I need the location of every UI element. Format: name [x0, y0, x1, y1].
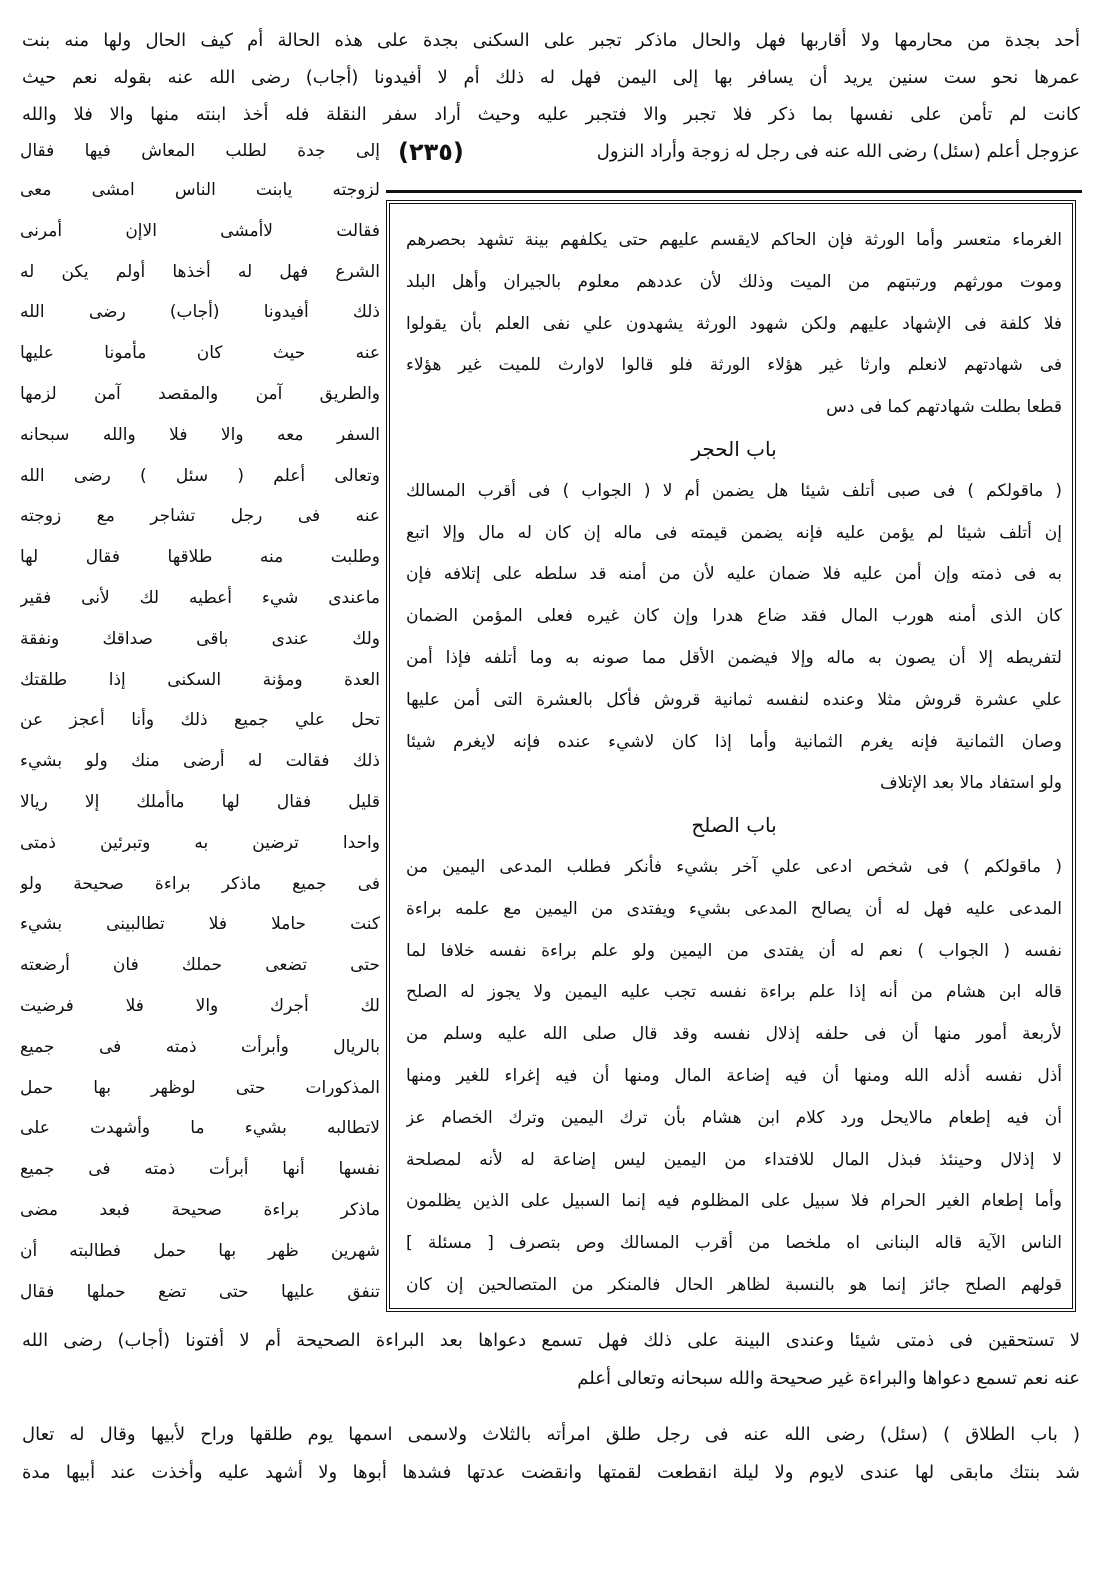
text-line: ذلك أفيدونا (أجاب) رضى الله [20, 302, 380, 323]
question-line: عزوجل أعلم (سئل) رضى الله عنه فى رجل له زوجة وأراد النزول [596, 141, 1080, 162]
commentary-line: أن فيه إطعام مالايحل ورد كلام ابن هشام بأن ترك اليمين وترك الخصام عز [406, 1107, 1062, 1128]
commentary-line: لأربعة أمور منها أن فى حلفه إذلال نفسه وقد قال صلى الله عليه وسلم من [406, 1024, 1062, 1045]
text-line: السفر معه والا فلا والله سبحانه [20, 424, 380, 445]
text-line: ماعندى شيء أعطيه لك لأنى فقير [20, 587, 380, 608]
bottom-text-block [22, 1322, 1080, 1492]
commentary-line: ( ماقولكم ) فى شخص ادعى علي آخر بشيء فأنكر فطلب المدعى اليمين من [406, 856, 1062, 877]
text-line: فى جميع ماذكر براءة صحيحة ولو [20, 873, 380, 894]
commentary-line: الغرماء متعسر وأما الورثة فإن الحاكم لايقسم عليهم حتى يكلفهم بينة تشهد بحصرهم [406, 230, 1062, 250]
text-line: عنه نعم تسمع دعواها والبراءة غير صحيحة والله سبحانه وتعالى أعلم [577, 1368, 1080, 1389]
text-line: تنفق عليها حتى تضع حملها فقال [20, 1281, 380, 1302]
commentary-line: لا إذلال وحينئذ فبذل المال للافتداء من اليمين ليس إضاعة له لأنه لمصلحة [406, 1149, 1062, 1170]
commentary-line: قطعا بطلت شهادتهم كما فى دس [826, 397, 1062, 418]
commentary-line: أذل نفسه أذله الله ومنها أن فيه إضاعة المال ومنها أن فيه إغراء للغير ومنها [406, 1065, 1062, 1086]
left-text-column [20, 133, 380, 1312]
commentary-line: كان الذى أمنه هورب المال فقد ضاع هدرا وإن كان غيره فعلى المؤمن الضمان [406, 606, 1062, 627]
text-line: عمرها نحو ست سنين يريد أن يسافر بها إلى اليمن فهل له ذلك أم لا أفيدونا (أجاب) رضى الله عنه بقوله نعم حيث [22, 67, 1080, 88]
text-line: المذكورات حتى لوظهر بها حمل [20, 1077, 380, 1098]
text-line: نفسها أنها أبرأت ذمته فى جميع [20, 1159, 380, 1180]
commentary-line: المدعى عليه فهل له أن يصالح المدعى بشيء ويفتدى من اليمين مع علمه براءة [406, 898, 1062, 919]
text-line: لك أجرك والا فلا فرضيت [20, 995, 380, 1016]
commentary-line: إن أتلف شيئا لم يؤمن عليه فإنه يضمن قيمته فى ماله إن كان له مال وإلا اتبع [406, 522, 1062, 543]
commentary-line: لتفريطه إلا أن يصون به ماله وإلا فيضمن الأقل مما صونه به وما أتلفه فإذا أمن [406, 647, 1062, 668]
text-line: ماذكر براءة صحيحة فبعد مضى [20, 1199, 380, 1220]
text-line: حتى تضعى حملك فان أرضعته [20, 955, 380, 976]
question-number: (٢٣٥) [398, 137, 464, 166]
commentary-line: فلا كلفة فى الإشهاد عليهم ولكن شهود الورثة يشهدون علي نفى العلم بأن يقولوا [406, 313, 1062, 334]
commentary-line: وموت مورثهم ورتبتهم من الميت وذلك لأن عددهم معلوم بالجيران وأهل البلد [406, 271, 1062, 292]
commentary-lines [406, 220, 1062, 1307]
commentary-line: قولهم الصلح جائز إنما هو بالنسبة لظاهر الحال فالمنكر من المتصالحين إن كان [406, 1274, 1062, 1295]
text-line: إلى جدة لطلب المعاش فيها فقال [20, 141, 380, 161]
top-text-block [22, 22, 1080, 133]
text-line: ولك عندى باقى صداقك ونفقة [20, 628, 380, 649]
commentary-line: نفسه ( الجواب ) نعم له أن يفتدى من اليمين ولو علم براءة نفسه خلافا لما [406, 940, 1062, 961]
margin-commentary-box [386, 200, 1076, 1312]
text-line: كنت حاملا فلا تطالبينى بشيء [20, 914, 380, 935]
text-line: لاتطالبه بشيء ما وأشهدت على [20, 1118, 380, 1139]
text-line: فقالت لاأمشى الاإن أمرنى [20, 220, 380, 241]
text-line: لا تستحقين فى ذمتى شيئا وعندى البينة على ذلك فهل تسمع دعواها بعد البراءة الصحيحة أم لا أفتونا (أجاب) رضى الله [22, 1330, 1080, 1351]
commentary-line: ولو استفاد مالا بعد الإتلاف [880, 773, 1062, 794]
text-line: قليل فقال لها ماأملك إلا ريالا [20, 791, 380, 812]
spacer [22, 1398, 1080, 1416]
commentary-line: ( ماقولكم ) فى صبى أتلف شيئا هل يضمن أم لا ( الجواب ) فى أقرب المسالك [406, 480, 1062, 501]
text-line: العدة ومؤنة السكنى إذا طلقتك [20, 669, 380, 690]
text-line: والطريق آمن والمقصد آمن لزمها [20, 383, 380, 404]
text-line: واحدا ترضين به وتبرئين ذمتى [20, 832, 380, 853]
question-heading-row [392, 133, 1080, 170]
text-line: ذلك فقالت له أرضى منك ولو بشيء [20, 751, 380, 772]
text-line: لزوجته يابنت الناس امشى معى [20, 180, 380, 200]
text-line: تحل علي جميع ذلك وأنا أعجز عن [20, 710, 380, 731]
text-line: عنه حيث كان مأمونا عليها [20, 343, 380, 364]
text-line: عنه فى رجل تشاجر مع زوجته [20, 506, 380, 527]
commentary-line: الناس الآية قاله البنانى اه ملخصا من أقرب المسالك وص بتصرف [ مسئلة ] [406, 1233, 1062, 1254]
box-top-rule [386, 190, 1082, 193]
commentary-line: وأما إطعام الغير الحرام فلا سبيل على المظلوم فيه إنما السبيل على الذين يظلمون [406, 1191, 1062, 1212]
text-line: كانت لم تأمن على نفسها بما ذكر فلا تجبر والا فتجبر عليه وحيث أراد سفر النقلة فله أخذ ابنته منها والا فلا والله [22, 104, 1080, 125]
commentary-line: قاله ابن هشام من أنه إذا علم براءة نفسه تجب عليه اليمين ولا يجوز له الصلح [406, 982, 1062, 1003]
text-line: أحد بجدة من محارمها ولا أقاربها فهل والحال ماذكر تجبر على السكنى بجدة على هذه الحالة أم كيف الحال ولها منه بنت [22, 30, 1080, 51]
section-heading: باب الحجر [691, 436, 777, 461]
text-line: شد بنتك مابقى لها عندى لايوم ولا ليلة انقطعت لقمتها وانقضت عدتها فشدها أبوها ولا أشهد عليه وأخذت عند أبيها مدة [22, 1462, 1080, 1483]
text-line: وتعالى أعلم ( سئل ) رضى الله [20, 465, 380, 486]
commentary-line: علي عشرة قروش مثلا وعنده لنفسه ثمانية قروش فأكل بالعشرة التى أمن عليها [406, 689, 1062, 710]
text-line: شهرين ظهر بها حمل فطالبته أن [20, 1240, 380, 1261]
text-line: وطلبت منه طلاقها فقال لها [20, 547, 380, 568]
section-heading: باب الصلح [691, 813, 777, 838]
commentary-line: فى شهادتهم لانعلم وارثا غير هؤلاء الورثة فلو قالوا لاوارث للميت غير هؤلاء [406, 355, 1062, 376]
text-line: الشرع فهل له أخذها أولم يكن له [20, 261, 380, 282]
commentary-line: به فى ذمته وإن أمن عليه فلا ضمان عليه لأن من أمنه قد سلطه على إتلافه فإن [406, 564, 1062, 585]
commentary-line: وصان الثمانية فإنه يغرم الثمانية وأما إذا كان لاشيء عنده فإنه لايغرم شيئا [406, 731, 1062, 752]
text-line: بالريال وأبرأت ذمته فى جميع [20, 1036, 380, 1057]
text-line: ( باب الطلاق ) (سئل) رضى الله عنه فى رجل طلق امرأته بالثلاث ولاسمى اسمها يوم طلقها وراح لأبيها وقال له تعال [22, 1424, 1080, 1445]
